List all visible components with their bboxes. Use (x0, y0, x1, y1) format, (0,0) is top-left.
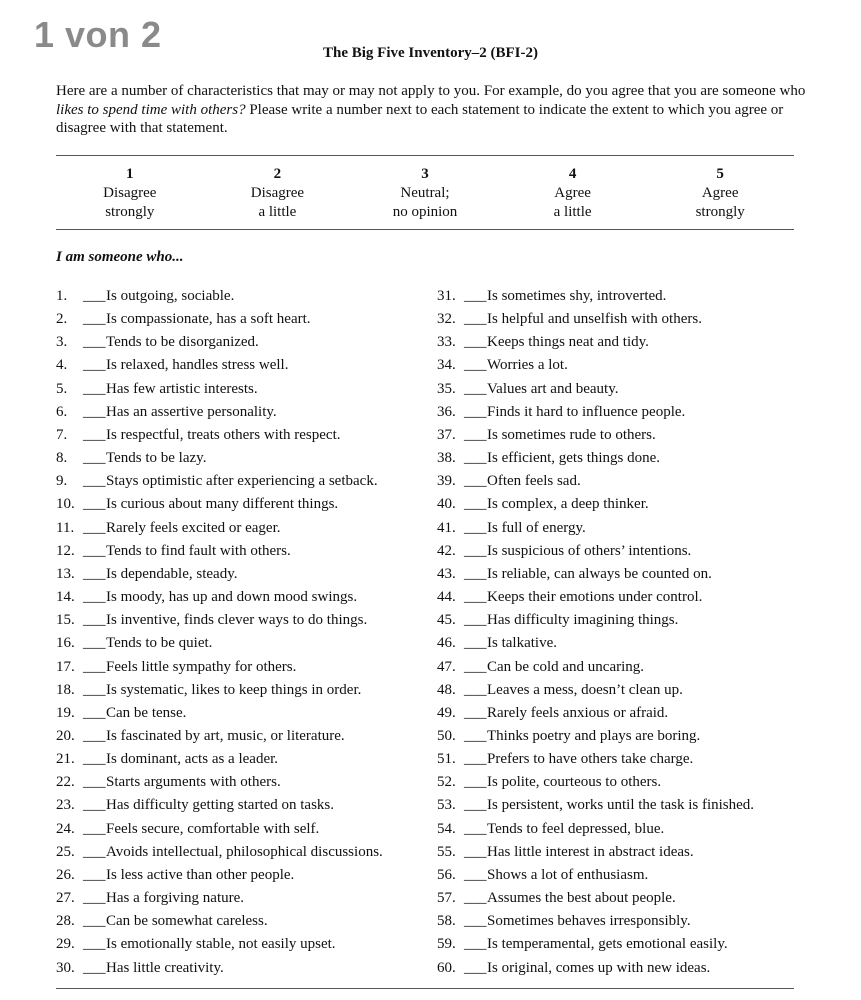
item-number: 26. (56, 866, 75, 883)
item-text: Can be tense. (106, 704, 187, 721)
questionnaire-item (56, 331, 426, 354)
answer-blank[interactable]: ___ (464, 496, 487, 513)
answer-blank[interactable]: ___ (83, 866, 106, 883)
item-number: 4. (56, 357, 68, 374)
item-text: Values art and beauty. (487, 380, 619, 397)
rating-scale (56, 165, 794, 222)
answer-blank[interactable]: ___ (83, 496, 106, 513)
scale-label-line2: strongly (695, 204, 745, 220)
item-text: Has an assertive personality. (106, 403, 277, 420)
questionnaire-item (437, 818, 807, 841)
instructions-example: likes to spend time with others? (56, 101, 246, 118)
answer-blank[interactable]: ___ (464, 589, 487, 606)
item-text: Can be somewhat careless. (106, 913, 268, 930)
questionnaire-item (437, 424, 807, 447)
scale-label-line1: Neutral; (400, 185, 450, 201)
answer-blank[interactable]: ___ (83, 357, 106, 374)
questionnaire-item (56, 794, 426, 817)
scale-option-3 (351, 165, 499, 222)
item-text: Is respectful, treats others with respect. (106, 426, 341, 443)
item-number: 48. (437, 681, 456, 698)
item-number: 45. (437, 612, 456, 629)
questionnaire-item (437, 378, 807, 401)
item-text: Is emotionally stable, not easily upset. (106, 936, 336, 953)
questionnaire-item (56, 748, 426, 771)
answer-blank[interactable]: ___ (83, 681, 106, 698)
item-number: 3. (56, 334, 68, 351)
item-text: Is temperamental, gets emotional easily. (487, 936, 728, 953)
item-number: 27. (56, 890, 75, 907)
item-text: Is suspicious of others’ intentions. (487, 542, 692, 559)
questionnaire-item (56, 702, 426, 725)
questionnaire-item (56, 470, 426, 493)
item-number: 57. (437, 890, 456, 907)
item-number: 53. (437, 797, 456, 814)
item-number: 40. (437, 496, 456, 513)
answer-blank[interactable]: ___ (464, 426, 487, 443)
questionnaire-item (437, 748, 807, 771)
item-number: 9. (56, 473, 68, 490)
scale-option-4 (499, 165, 647, 222)
item-number: 16. (56, 635, 75, 652)
item-text: Leaves a mess, doesn’t clean up. (487, 681, 683, 698)
scale-label-line1: Disagree (250, 185, 305, 201)
answer-blank[interactable]: ___ (83, 403, 106, 420)
item-number: 25. (56, 843, 75, 860)
answer-blank[interactable]: ___ (464, 565, 487, 582)
answer-blank[interactable]: ___ (83, 727, 106, 744)
item-number: 37. (437, 426, 456, 443)
item-text: Keeps things neat and tidy. (487, 334, 649, 351)
questionnaire-item (56, 378, 426, 401)
answer-blank[interactable]: ___ (83, 797, 106, 814)
item-text: Is outgoing, sociable. (106, 288, 235, 304)
questionnaire-item (437, 470, 807, 493)
item-text: Tends to find fault with others. (106, 542, 291, 559)
item-text: Stays optimistic after experiencing a setback. (106, 473, 378, 490)
questionnaire-item (437, 656, 807, 679)
bottom-rule (56, 988, 794, 989)
answer-blank[interactable]: ___ (83, 820, 106, 837)
item-text: Keeps their emotions under control. (487, 589, 703, 606)
item-number: 13. (56, 565, 75, 582)
answer-blank[interactable]: ___ (464, 542, 487, 559)
answer-blank[interactable]: ___ (83, 936, 106, 953)
item-text: Has difficulty imagining things. (487, 612, 679, 629)
questionnaire-item (437, 354, 807, 377)
answer-blank[interactable]: ___ (464, 334, 487, 351)
questionnaire-item (437, 401, 807, 424)
item-text: Has difficulty getting started on tasks. (106, 797, 335, 814)
questionnaire-item (56, 401, 426, 424)
item-number: 7. (56, 426, 68, 443)
questionnaire-item (437, 794, 807, 817)
item-number: 22. (56, 774, 75, 791)
item-number: 15. (56, 612, 75, 629)
questionnaire-item (56, 493, 426, 516)
answer-blank[interactable]: ___ (83, 450, 106, 467)
answer-blank[interactable]: ___ (464, 959, 487, 976)
page-indicator: 1 von 2 (34, 14, 162, 55)
item-text: Finds it hard to influence people. (487, 403, 686, 420)
answer-blank[interactable]: ___ (83, 704, 106, 721)
questionnaire-item (437, 285, 807, 308)
item-number: 31. (437, 288, 456, 304)
scale-bottom-rule (56, 229, 794, 230)
item-text: Is systematic, likes to keep things in order. (106, 681, 362, 698)
answer-blank[interactable]: ___ (464, 936, 487, 953)
answer-blank[interactable]: ___ (83, 751, 106, 768)
document-title: The Big Five Inventory–2 (BFI-2) (323, 45, 538, 61)
item-number: 46. (437, 635, 456, 652)
answer-blank[interactable]: ___ (83, 843, 106, 860)
answer-blank[interactable]: ___ (464, 751, 487, 768)
answer-blank[interactable]: ___ (464, 658, 487, 675)
answer-blank[interactable]: ___ (83, 565, 106, 582)
item-text: Is persistent, works until the task is finished. (487, 797, 755, 814)
item-number: 28. (56, 913, 75, 930)
item-number: 2. (56, 311, 68, 328)
answer-blank[interactable]: ___ (464, 403, 487, 420)
questionnaire-item (437, 841, 807, 864)
answer-blank[interactable]: ___ (464, 380, 487, 397)
item-text: Shows a lot of enthusiasm. (487, 866, 649, 883)
questionnaire-item (56, 887, 426, 910)
item-number: 29. (56, 936, 75, 953)
item-number: 54. (437, 820, 456, 837)
answer-blank[interactable]: ___ (83, 589, 106, 606)
scale-label-line2: a little (553, 204, 592, 220)
questionnaire-item (437, 887, 807, 910)
item-text: Is helpful and unselfish with others. (487, 311, 702, 328)
item-number: 44. (437, 589, 456, 606)
item-text: Is talkative. (487, 635, 557, 652)
item-text: Is inventive, finds clever ways to do things. (106, 612, 368, 629)
questionnaire-item (56, 354, 426, 377)
answer-blank[interactable]: ___ (464, 866, 487, 883)
item-text: Worries a lot. (487, 357, 568, 374)
answer-blank[interactable]: ___ (83, 959, 106, 976)
scale-label-line2: strongly (105, 204, 155, 220)
item-text: Tends to be lazy. (106, 450, 207, 467)
item-number: 10. (56, 496, 75, 513)
answer-blank[interactable]: ___ (464, 612, 487, 629)
item-text: Is sometimes shy, introverted. (487, 288, 667, 304)
item-number: 50. (437, 727, 456, 744)
answer-blank[interactable]: ___ (464, 311, 487, 328)
answer-blank[interactable]: ___ (83, 542, 106, 559)
item-number: 42. (437, 542, 456, 559)
questionnaire-item (56, 632, 426, 655)
item-text: Is moody, has up and down mood swings. (106, 589, 358, 606)
questionnaire-item (437, 447, 807, 470)
item-number: 5. (56, 380, 68, 397)
answer-blank[interactable]: ___ (464, 727, 487, 744)
item-text: Is curious about many different things. (106, 496, 339, 513)
questionnaire-item (437, 609, 807, 632)
item-number: 47. (437, 658, 456, 675)
item-text: Is efficient, gets things done. (487, 450, 661, 467)
questionnaire-item (437, 632, 807, 655)
item-number: 34. (437, 357, 456, 374)
item-text: Is dependable, steady. (106, 565, 238, 582)
questionnaire-item (56, 771, 426, 794)
questionnaire-item (56, 424, 426, 447)
questionnaire-item (437, 679, 807, 702)
questionnaire-item (437, 957, 807, 980)
answer-blank[interactable]: ___ (464, 820, 487, 837)
item-number: 43. (437, 565, 456, 582)
questionnaire-item (56, 933, 426, 956)
answer-blank[interactable]: ___ (464, 704, 487, 721)
answer-blank[interactable]: ___ (83, 890, 106, 907)
answer-blank[interactable]: ___ (464, 681, 487, 698)
questionnaire-item (437, 563, 807, 586)
scale-number: 3 (421, 166, 429, 182)
item-text: Thinks poetry and plays are boring. (487, 727, 701, 744)
item-text: Has a forgiving nature. (106, 890, 245, 907)
item-text: Is relaxed, handles stress well. (106, 357, 289, 374)
answer-blank[interactable]: ___ (83, 380, 106, 397)
questionnaire-item (56, 563, 426, 586)
answer-blank[interactable]: ___ (83, 334, 106, 351)
scale-top-rule (56, 155, 794, 156)
item-number: 24. (56, 820, 75, 837)
questionnaire-item (56, 679, 426, 702)
answer-blank[interactable]: ___ (464, 357, 487, 374)
item-text: Is dominant, acts as a leader. (106, 751, 279, 768)
item-text: Is complex, a deep thinker. (487, 496, 649, 513)
item-number: 20. (56, 727, 75, 744)
questionnaire-item (437, 586, 807, 609)
questionnaire-item (437, 331, 807, 354)
scale-number: 1 (126, 166, 134, 182)
item-number: 32. (437, 311, 456, 328)
item-number: 56. (437, 866, 456, 883)
questionnaire-item (56, 656, 426, 679)
answer-blank[interactable]: ___ (83, 288, 106, 304)
item-text: Often feels sad. (487, 473, 581, 490)
questionnaire-item (437, 933, 807, 956)
answer-blank[interactable]: ___ (464, 519, 487, 536)
item-text: Feels little sympathy for others. (106, 658, 297, 675)
answer-blank[interactable]: ___ (83, 913, 106, 930)
item-number: 18. (56, 681, 75, 698)
questionnaire-item (56, 864, 426, 887)
answer-blank[interactable]: ___ (83, 774, 106, 791)
scale-number: 5 (716, 166, 724, 182)
item-number: 1. (56, 288, 68, 304)
item-text: Is fascinated by art, music, or literature. (106, 727, 345, 744)
item-number: 33. (437, 334, 456, 351)
questionnaire-item (437, 517, 807, 540)
item-text: Rarely feels excited or eager. (106, 519, 281, 536)
questionnaire-item (56, 308, 426, 331)
answer-blank[interactable]: ___ (464, 288, 487, 304)
item-text: Avoids intellectual, philosophical discussions. (106, 843, 383, 860)
questionnaire-item (437, 725, 807, 748)
instructions-paragraph (56, 82, 806, 138)
questionnaire-item (56, 540, 426, 563)
item-number: 19. (56, 704, 75, 721)
answer-blank[interactable]: ___ (83, 311, 106, 328)
answer-blank[interactable]: ___ (464, 797, 487, 814)
item-number: 51. (437, 751, 456, 768)
answer-blank[interactable]: ___ (83, 635, 106, 652)
item-number: 52. (437, 774, 456, 791)
item-number: 59. (437, 936, 456, 953)
questionnaire-item (56, 517, 426, 540)
item-text: Is original, comes up with new ideas. (487, 959, 711, 976)
item-text: Can be cold and uncaring. (487, 658, 645, 675)
item-number: 55. (437, 843, 456, 860)
scale-label-line1: Disagree (103, 185, 157, 201)
scale-number: 4 (568, 166, 577, 182)
instructions-text-1: Here are a number of characteristics that may or may not apply to you. For example, do you agree that you are someone who (56, 83, 806, 99)
item-number: 41. (437, 519, 456, 536)
item-number: 21. (56, 751, 75, 768)
prompt-heading: I am someone who... (56, 249, 184, 265)
answer-blank[interactable]: ___ (464, 774, 487, 791)
answer-blank[interactable]: ___ (464, 913, 487, 930)
item-text: Tends to be quiet. (106, 635, 213, 652)
item-text: Tends to feel depressed, blue. (487, 820, 665, 837)
scale-label-line2: a little (258, 204, 297, 220)
answer-blank[interactable]: ___ (83, 612, 106, 629)
item-number: 12. (56, 542, 75, 559)
questionnaire-item (56, 609, 426, 632)
item-number: 49. (437, 704, 456, 721)
answer-blank[interactable]: ___ (464, 635, 487, 652)
item-text: Tends to be disorganized. (106, 334, 259, 351)
item-text: Has little creativity. (106, 959, 224, 976)
item-number: 14. (56, 589, 75, 606)
item-number: 38. (437, 450, 456, 467)
item-number: 35. (437, 380, 456, 397)
item-text: Is compassionate, has a soft heart. (106, 311, 311, 328)
item-number: 39. (437, 473, 456, 490)
questionnaire-item (437, 771, 807, 794)
item-text: Has few artistic interests. (106, 380, 258, 397)
items-column-right (437, 285, 807, 980)
item-number: 6. (56, 403, 68, 420)
item-text: Sometimes behaves irresponsibly. (487, 913, 691, 930)
scale-number: 2 (273, 166, 282, 182)
item-number: 17. (56, 658, 75, 675)
answer-blank[interactable]: ___ (83, 658, 106, 675)
item-text: Is reliable, can always be counted on. (487, 565, 712, 582)
questionnaire-item (437, 540, 807, 563)
answer-blank[interactable]: ___ (83, 473, 106, 490)
questionnaire-item (56, 957, 426, 980)
questionnaire-item (437, 910, 807, 933)
questionnaire-item (437, 864, 807, 887)
questionnaire-item (56, 447, 426, 470)
questionnaire-item (437, 493, 807, 516)
answer-blank[interactable]: ___ (464, 450, 487, 467)
item-text: Starts arguments with others. (106, 774, 281, 791)
questionnaire-item (56, 841, 426, 864)
item-number: 11. (56, 519, 75, 536)
questionnaire-item (437, 702, 807, 725)
item-text: Prefers to have others take charge. (487, 751, 694, 768)
scale-label-line1: Agree (554, 185, 591, 201)
scale-option-1 (56, 165, 204, 222)
item-text: Is less active than other people. (106, 866, 295, 883)
answer-blank[interactable]: ___ (464, 473, 487, 490)
item-number: 58. (437, 913, 456, 930)
answer-blank[interactable]: ___ (464, 890, 487, 907)
instructions-text-2: Please write a number next to each statement to indicate the extent to which you agree or disagree with that statement. (56, 101, 784, 136)
items-column-left (56, 285, 426, 980)
questionnaire-item (56, 910, 426, 933)
questionnaire-item (56, 586, 426, 609)
questionnaire-item (56, 725, 426, 748)
questionnaire-item (437, 308, 807, 331)
scale-option-5 (646, 165, 794, 222)
item-text: Has little interest in abstract ideas. (487, 843, 694, 860)
scale-label-line2: no opinion (392, 204, 458, 220)
item-text: Is full of energy. (487, 519, 586, 536)
answer-blank[interactable]: ___ (464, 843, 487, 860)
item-number: 60. (437, 959, 456, 976)
scale-label-line1: Agree (701, 185, 739, 201)
answer-blank[interactable]: ___ (83, 426, 106, 443)
item-number: 8. (56, 450, 68, 467)
item-number: 36. (437, 403, 456, 420)
answer-blank[interactable]: ___ (83, 519, 106, 536)
item-number: 30. (56, 959, 75, 976)
scale-option-2 (204, 165, 352, 222)
item-number: 23. (56, 797, 75, 814)
item-text: Assumes the best about people. (487, 890, 676, 907)
questionnaire-item (56, 818, 426, 841)
item-text: Rarely feels anxious or afraid. (487, 704, 669, 721)
item-text: Is sometimes rude to others. (487, 426, 656, 443)
questionnaire-item (56, 285, 426, 308)
item-text: Feels secure, comfortable with self. (106, 820, 320, 837)
item-text: Is polite, courteous to others. (487, 774, 662, 791)
